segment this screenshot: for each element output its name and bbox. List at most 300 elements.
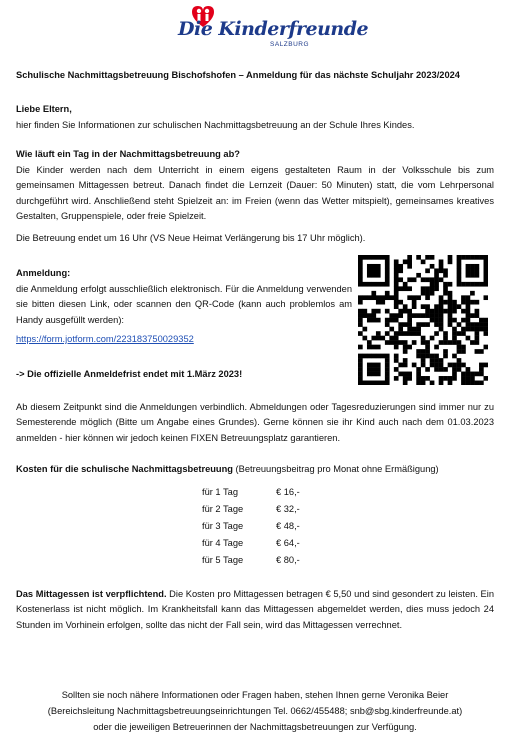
- qr-module: [407, 309, 412, 314]
- day-text: Die Kinder werden nach dem Unterricht in einem eigens gestalteten Raum in der Volksschule bis zum gemeinsamen Mittagessen betreut. Danach findet die Lernzeit (Dauer: 50 Minuten) statt, die vom Lehrpersonal durchgeführt wird. Anschließend steht Spielzeit an: im Freien (wenn das Wetter mitspielt), gemeinsames kreatives Gestalten, Gruppenspiele, oder freie Spielzeit.: [16, 165, 494, 222]
- qr-module: [452, 336, 457, 341]
- qr-module: [367, 273, 372, 278]
- qr-module: [358, 322, 363, 327]
- qr-module: [421, 313, 426, 318]
- binding-text: Ab diesem Zeitpunkt sind die Anmeldungen verbindlich. Abmeldungen oder Tagesreduzierungen sind immer nur zu Semesterende möglich (Bitte um Angabe eines Grundes). Gerne können sie ihr Kind auch nach dem 01.03.2023 anmelden - hier können wir jedoch keinen FIXEN Betreuungsplatz garantieren.: [16, 402, 494, 443]
- qr-module: [385, 358, 390, 363]
- qr-module: [394, 354, 399, 359]
- qr-module: [421, 277, 426, 282]
- qr-module: [466, 322, 471, 327]
- qr-module: [385, 340, 390, 345]
- qr-module: [380, 354, 385, 359]
- qr-module: [385, 295, 390, 300]
- qr-module: [443, 336, 448, 341]
- qr-module: [398, 277, 403, 282]
- qr-module: [421, 340, 426, 345]
- qr-module: [367, 345, 372, 350]
- qr-module: [389, 295, 394, 300]
- qr-module: [385, 268, 390, 273]
- qr-module: [430, 286, 435, 291]
- qr-module: [412, 304, 417, 309]
- qr-module: [398, 268, 403, 273]
- qr-module: [439, 268, 444, 273]
- qr-module: [443, 273, 448, 278]
- qr-module: [394, 291, 399, 296]
- qr-module: [484, 345, 488, 350]
- qr-module: [421, 259, 426, 264]
- qr-module: [385, 264, 390, 269]
- qr-module: [407, 318, 412, 323]
- lunch-paragraph: [16, 587, 494, 633]
- qr-module: [457, 264, 462, 269]
- qr-module: [376, 354, 381, 359]
- qr-module: [475, 340, 480, 345]
- qr-module: [448, 291, 453, 296]
- qr-module: [484, 282, 488, 287]
- qr-module: [430, 291, 435, 296]
- qr-module: [358, 273, 363, 278]
- cost-days: für 4 Tage: [202, 538, 244, 548]
- qr-module: [412, 300, 417, 305]
- qr-module: [439, 318, 444, 323]
- qr-module: [430, 318, 435, 323]
- qr-module: [398, 313, 403, 318]
- qr-module: [479, 322, 484, 327]
- qr-module: [394, 304, 399, 309]
- cost-row: [202, 502, 322, 517]
- qr-module: [358, 259, 363, 264]
- cost-price: € 48,-: [276, 521, 300, 531]
- qr-module: [430, 354, 435, 359]
- qr-module: [376, 273, 381, 278]
- qr-module: [466, 268, 471, 273]
- qr-module: [385, 273, 390, 278]
- qr-module: [416, 354, 421, 359]
- qr-module: [425, 268, 430, 273]
- qr-module: [358, 300, 363, 305]
- qr-module: [466, 255, 471, 260]
- qr-module: [394, 336, 399, 341]
- qr-module: [439, 259, 444, 264]
- qr-module: [367, 282, 372, 287]
- qr-module: [412, 327, 417, 332]
- qr-module: [430, 282, 435, 287]
- qr-module: [358, 282, 363, 287]
- qr-module: [475, 309, 480, 314]
- qr-module: [403, 304, 408, 309]
- qr-module: [407, 286, 412, 291]
- qr-module: [380, 255, 385, 260]
- qr-module: [484, 273, 488, 278]
- qr-module: [371, 295, 376, 300]
- qr-module: [470, 327, 475, 332]
- qr-module: [380, 295, 385, 300]
- qr-module: [385, 331, 390, 336]
- qr-module: [479, 318, 484, 323]
- qr-module: [412, 340, 417, 345]
- qr-module: [394, 264, 399, 269]
- qr-module: [389, 336, 394, 341]
- qr-module: [439, 358, 444, 363]
- qr-module: [394, 277, 399, 282]
- qr-module: [403, 349, 408, 354]
- qr-module: [362, 336, 367, 341]
- qr-module: [443, 286, 448, 291]
- qr-module: [430, 277, 435, 282]
- cost-note: (Betreuungsbeitrag pro Monat ohne Ermäßigung): [232, 464, 439, 474]
- qr-module: [434, 282, 439, 287]
- qr-module: [475, 313, 480, 318]
- qr-module: [434, 358, 439, 363]
- qr-module: [358, 318, 363, 323]
- qr-module: [371, 318, 376, 323]
- cost-row: [202, 519, 322, 534]
- qr-module: [371, 291, 376, 296]
- cost-row: [202, 553, 322, 568]
- qr-module: [425, 304, 430, 309]
- qr-module: [421, 354, 426, 359]
- qr-module: [398, 309, 403, 314]
- qr-module: [484, 295, 488, 300]
- qr-module: [371, 264, 376, 269]
- qr-module: [466, 327, 471, 332]
- qr-module: [425, 255, 430, 260]
- qr-module: [448, 300, 453, 305]
- qr-module: [466, 318, 471, 323]
- qr-module: [389, 313, 394, 318]
- qr-module: [385, 354, 390, 359]
- qr-module: [416, 313, 421, 318]
- qr-module: [457, 322, 462, 327]
- qr-module: [367, 295, 372, 300]
- qr-module: [371, 309, 376, 314]
- qr-module: [425, 313, 430, 318]
- lunch-text: Die Kosten pro Mittagessen betragen € 5,50 und sind gesondert zu leisten. Ein Kostenerlass ist nicht möglich. Im Krankheitsfall kann das Mittagessen abgemeldet werden, dies muss jedoch 24 Stunden im Vorhinein erfolgen, sollte das nicht der Fall sein, wird das Mittagessen verrechnet.: [16, 589, 494, 630]
- qr-module: [466, 313, 471, 318]
- qr-module: [358, 345, 363, 350]
- registration-link[interactable]: https://form.jotform.com/223183750029352: [16, 334, 194, 344]
- qr-module: [380, 336, 385, 341]
- document-title: Schulische Nachmittagsbetreuung Bischofshofen – Anmeldung für das nächste Schuljahr 2023/2024: [16, 70, 460, 80]
- qr-module: [385, 322, 390, 327]
- qr-module: [452, 309, 457, 314]
- qr-module: [425, 295, 430, 300]
- cost-price: € 16,-: [276, 487, 300, 497]
- qr-module: [371, 273, 376, 278]
- qr-module: [394, 358, 399, 363]
- qr-module: [452, 318, 457, 323]
- qr-module: [367, 268, 372, 273]
- qr-module: [425, 277, 430, 282]
- qr-module: [371, 336, 376, 341]
- qr-module: [385, 318, 390, 323]
- qr-module: [425, 291, 430, 296]
- qr-module: [416, 273, 421, 278]
- qr-module: [439, 313, 444, 318]
- qr-module: [439, 300, 444, 305]
- qr-module: [389, 318, 394, 323]
- qr-module: [443, 291, 448, 296]
- qr-module: [367, 313, 372, 318]
- day-end-text: Die Betreuung endet um 16 Uhr (VS Neue Heimat Verlängerung bis 17 Uhr möglich).: [16, 233, 366, 243]
- qr-module: [425, 354, 430, 359]
- qr-module: [380, 300, 385, 305]
- qr-module: [461, 345, 466, 350]
- qr-module: [380, 282, 385, 287]
- qr-module: [457, 259, 462, 264]
- qr-module: [461, 327, 466, 332]
- qr-module: [425, 322, 430, 327]
- qr-module: [376, 345, 381, 350]
- qr-module: [484, 255, 488, 260]
- qr-module: [443, 331, 448, 336]
- qr-module: [394, 313, 399, 318]
- qr-module: [475, 322, 480, 327]
- qr-module: [452, 300, 457, 305]
- qr-module: [371, 345, 376, 350]
- qr-module: [479, 255, 484, 260]
- qr-module: [403, 331, 408, 336]
- qr-module: [425, 345, 430, 350]
- qr-module: [452, 304, 457, 309]
- qr-module: [439, 295, 444, 300]
- qr-module: [443, 349, 448, 354]
- qr-module: [461, 282, 466, 287]
- qr-module: [358, 331, 363, 336]
- qr-module: [475, 268, 480, 273]
- qr-module: [457, 282, 462, 287]
- qr-module: [412, 313, 417, 318]
- qr-module: [484, 322, 488, 327]
- qr-module: [461, 349, 466, 354]
- qr-module: [421, 349, 426, 354]
- qr-module: [434, 354, 439, 359]
- qr-module: [425, 286, 430, 291]
- qr-module: [475, 282, 480, 287]
- qr-module: [457, 304, 462, 309]
- qr-module: [403, 322, 408, 327]
- qr-module: [430, 358, 435, 363]
- qr-module: [376, 264, 381, 269]
- cost-days: für 3 Tage: [202, 521, 244, 531]
- qr-module: [475, 300, 480, 305]
- qr-module: [398, 322, 403, 327]
- qr-module: [416, 327, 421, 332]
- qr-module: [457, 277, 462, 282]
- qr-module: [448, 282, 453, 287]
- qr-module: [461, 318, 466, 323]
- qr-module: [394, 273, 399, 278]
- qr-module: [457, 268, 462, 273]
- qr-module: [358, 313, 363, 318]
- qr-module: [412, 331, 417, 336]
- qr-module: [439, 309, 444, 314]
- qr-module: [484, 268, 488, 273]
- qr-module: [398, 327, 403, 332]
- qr-module: [457, 255, 462, 260]
- qr-module: [362, 255, 367, 260]
- qr-module: [475, 336, 480, 341]
- qr-module: [461, 255, 466, 260]
- qr-module: [457, 340, 462, 345]
- qr-module: [484, 264, 488, 269]
- qr-module: [394, 340, 399, 345]
- qr-code-icon: [358, 255, 488, 385]
- qr-module: [407, 295, 412, 300]
- qr-module: [394, 286, 399, 291]
- qr-module: [443, 340, 448, 345]
- cost-row: [202, 536, 322, 551]
- registration-heading: Anmeldung:: [16, 268, 71, 278]
- qr-module: [430, 264, 435, 269]
- qr-module: [479, 349, 484, 354]
- qr-module: [358, 268, 363, 273]
- qr-module: [443, 309, 448, 314]
- qr-module: [394, 345, 399, 350]
- qr-module: [457, 273, 462, 278]
- cost-row: [202, 485, 322, 500]
- qr-module: [376, 295, 381, 300]
- qr-module: [448, 255, 453, 260]
- qr-module: [448, 295, 453, 300]
- qr-module: [443, 282, 448, 287]
- qr-module: [470, 291, 475, 296]
- qr-module: [398, 340, 403, 345]
- qr-module: [403, 358, 408, 363]
- qr-module: [371, 268, 376, 273]
- qr-module: [452, 354, 457, 359]
- qr-module: [407, 331, 412, 336]
- qr-module: [461, 309, 466, 314]
- qr-module: [434, 273, 439, 278]
- logo-subtitle: SALZBURG: [270, 41, 310, 48]
- qr-module: [466, 295, 471, 300]
- qr-module: [398, 264, 403, 269]
- qr-module: [398, 331, 403, 336]
- qr-module: [367, 318, 372, 323]
- qr-module: [470, 273, 475, 278]
- kinderfreunde-logo: [178, 4, 369, 48]
- cost-days: für 2 Tage: [202, 504, 244, 514]
- cost-price: € 64,-: [276, 538, 300, 548]
- qr-module: [403, 259, 408, 264]
- qr-module: [448, 322, 453, 327]
- day-heading: Wie läuft ein Tag in der Nachmittagsbetreuung ab?: [16, 149, 240, 159]
- qr-module: [407, 322, 412, 327]
- qr-module: [394, 331, 399, 336]
- qr-module: [407, 327, 412, 332]
- qr-module: [416, 331, 421, 336]
- qr-module: [443, 268, 448, 273]
- qr-module: [407, 264, 412, 269]
- qr-module: [394, 282, 399, 287]
- qr-module: [362, 327, 367, 332]
- qr-module: [362, 354, 367, 359]
- qr-module: [475, 349, 480, 354]
- qr-module: [385, 255, 390, 260]
- lunch-bold: Das Mittagessen ist verpflichtend.: [16, 589, 167, 599]
- qr-module: [385, 277, 390, 282]
- qr-module: [448, 318, 453, 323]
- qr-module: [394, 259, 399, 264]
- qr-module: [403, 309, 408, 314]
- qr-module: [403, 345, 408, 350]
- qr-module: [371, 282, 376, 287]
- qr-module: [434, 322, 439, 327]
- qr-module: [376, 255, 381, 260]
- qr-module: [416, 322, 421, 327]
- qr-module: [484, 318, 488, 323]
- qr-module: [385, 259, 390, 264]
- qr-module: [448, 309, 453, 314]
- qr-module: [376, 318, 381, 323]
- qr-module: [389, 340, 394, 345]
- qr-module: [376, 336, 381, 341]
- qr-module: [367, 354, 372, 359]
- cost-heading: Kosten für die schulische Nachmittagsbetreuung: [16, 464, 233, 474]
- qr-module: [421, 336, 426, 341]
- qr-module: [430, 313, 435, 318]
- qr-module: [475, 273, 480, 278]
- qr-module: [457, 345, 462, 350]
- qr-module: [484, 327, 488, 332]
- qr-module: [470, 340, 475, 345]
- qr-module: [407, 313, 412, 318]
- qr-module: [376, 300, 381, 305]
- cost-heading-line: [16, 462, 494, 477]
- cost-days: für 1 Tag: [202, 487, 239, 497]
- qr-module: [461, 331, 466, 336]
- qr-module: [434, 268, 439, 273]
- qr-module: [470, 255, 475, 260]
- qr-module: [448, 304, 453, 309]
- qr-module: [475, 327, 480, 332]
- qr-module: [434, 277, 439, 282]
- qr-module: [439, 264, 444, 269]
- qr-module: [358, 264, 363, 269]
- qr-module: [452, 340, 457, 345]
- qr-module: [466, 282, 471, 287]
- qr-module: [470, 282, 475, 287]
- qr-module: [358, 255, 363, 260]
- qr-module: [412, 295, 417, 300]
- qr-module: [470, 268, 475, 273]
- qr-module: [475, 264, 480, 269]
- qr-module: [385, 291, 390, 296]
- qr-module: [466, 273, 471, 278]
- qr-module: [461, 295, 466, 300]
- qr-module: [367, 264, 372, 269]
- qr-module: [403, 340, 408, 345]
- qr-module: [452, 331, 457, 336]
- qr-module: [461, 300, 466, 305]
- qr-module: [376, 331, 381, 336]
- qr-module: [425, 309, 430, 314]
- qr-module: [457, 358, 462, 363]
- qr-module: [484, 331, 488, 336]
- qr-module: [416, 349, 421, 354]
- qr-module: [443, 300, 448, 305]
- qr-module: [421, 358, 426, 363]
- qr-module: [358, 295, 363, 300]
- qr-module: [439, 304, 444, 309]
- qr-module: [434, 318, 439, 323]
- qr-module: [394, 268, 399, 273]
- qr-module: [367, 255, 372, 260]
- qr-module: [466, 336, 471, 341]
- qr-module: [475, 331, 480, 336]
- qr-module: [394, 300, 399, 305]
